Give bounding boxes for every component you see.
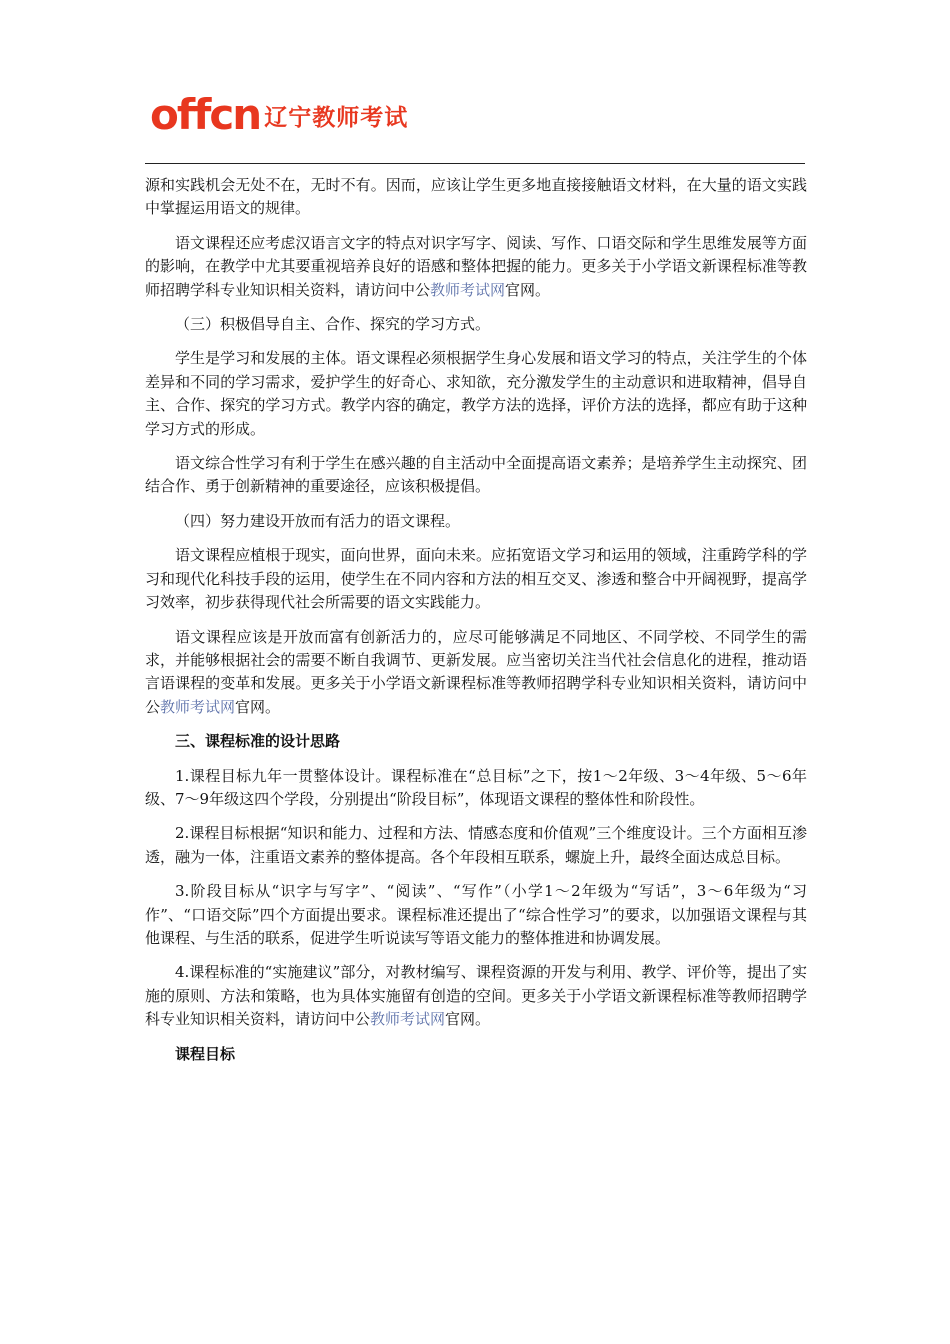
paragraph xyxy=(145,961,807,1031)
paragraph: 语文综合性学习有利于学生在感兴趣的自主活动中全面提高语文素养；是培养学生主动探究、团结合作、勇于创新精神的重要途径，应该积极提倡。 xyxy=(145,454,807,496)
section-heading: 课程目标 xyxy=(175,1044,236,1063)
paragraph: 语文课程应植根于现实，面向世界，面向未来。应拓宽语文学习和运用的领域，注重跨学科的学习和现代化科技手段的运用，使学生在不同内容和方法的相互交叉、渗透和整合中开阔视野，提高学习效率，初步获得现代社会所需要的语文实践能力。 xyxy=(145,546,807,612)
paragraph-text: 语文课程还应考虑汉语言文字的特点对识字写字、阅读、写作、口语交际和学生思维发展等方面的影响，在教学中尤其要重视培养良好的语感和整体把握的能力。更多关于小学语文新课程标准等教师招聘学科专业知识相关资料，请访问中公 xyxy=(145,233,807,299)
paragraph-text: 语文课程应该是开放而富有创新活力的，应尽可能够满足不同地区、不同学校、不同学生的需求，并能够根据社会的需要不断自我调节、更新发展。应当密切关注当代社会信息化的进程，推动语言语课程的变革和发展。更多关于小学语文新课程标准等教师招聘学科专业知识相关资料，请访问中公 xyxy=(145,627,807,716)
logo-text: 辽宁教师考试 xyxy=(264,105,409,131)
paragraph xyxy=(145,232,807,302)
offcn-logo xyxy=(150,88,409,139)
paragraph: 学生是学习和发展的主体。语文课程必须根据学生身心发展和语文学习的特点，关注学生的个体差异和不同的学习需求，爱护学生的好奇心、求知欲，充分激发学生的主动意识和进取精神，倡导自主、合作、探究的学习方式。教学内容的确定，教学方法的选择，评价方法的选择，都应有助于这种学习方式的形成。 xyxy=(145,349,807,438)
logo-mark: offcn xyxy=(150,90,261,139)
paragraph: 3.阶段目标从“识字与写字”、“阅读”、“写作”（小学1～2年级为“写话”，3～6年级为“习作”、“口语交际”四个方面提出要求。课程标准还提出了“综合性学习”的要求，以加强语文课程与其他课程、与生活的联系，促进学生听说读写等语文能力的整体推进和协调发展。 xyxy=(145,882,807,947)
document-body xyxy=(145,174,807,1077)
paragraph xyxy=(145,626,807,720)
section-heading: 三、课程标准的设计思路 xyxy=(175,732,341,751)
site-link[interactable]: 教师考试网 xyxy=(160,697,236,716)
section-subheading: （四）努力建设开放而有活力的语文课程。 xyxy=(175,511,461,530)
paragraph: 2.课程目标根据“知识和能力、过程和方法、情感态度和价值观”三个维度设计。三个方面相互渗透，融为一体，注重语文素养的整体提高。各个年段相互联系，螺旋上升，最终全面达成总目标。 xyxy=(145,824,807,866)
paragraph: 源和实践机会无处不在，无时不有。因而，应该让学生更多地直接接触语文材料，在大量的语文实践中掌握运用语文的规律。 xyxy=(145,176,807,218)
section-subheading: （三）积极倡导自主、合作、探究的学习方式。 xyxy=(175,315,491,334)
paragraph-text: 官网。 xyxy=(445,1010,491,1029)
paragraph-text: 4.课程标准的“实施建议”部分，对教材编写、课程资源的开发与利用、教学、评价等，提出了实施的原则、方法和策略，也为具体实施留有创造的空间。更多关于小学语文新课程标准等教师招聘学科专业知识相关资料，请访问中公 xyxy=(145,963,807,1029)
paragraph-text: 官网。 xyxy=(235,697,281,716)
paragraph: 1.课程目标九年一贯整体设计。课程标准在“总目标”之下，按1～2年级、3～4年级、5～6年级、7～9年级这四个学段，分别提出“阶段目标”，体现语文课程的整体性和阶段性。 xyxy=(145,766,807,808)
site-link[interactable]: 教师考试网 xyxy=(370,1010,446,1029)
site-link[interactable]: 教师考试网 xyxy=(430,280,506,299)
paragraph-text: 官网。 xyxy=(505,280,551,299)
header-divider xyxy=(145,163,805,164)
